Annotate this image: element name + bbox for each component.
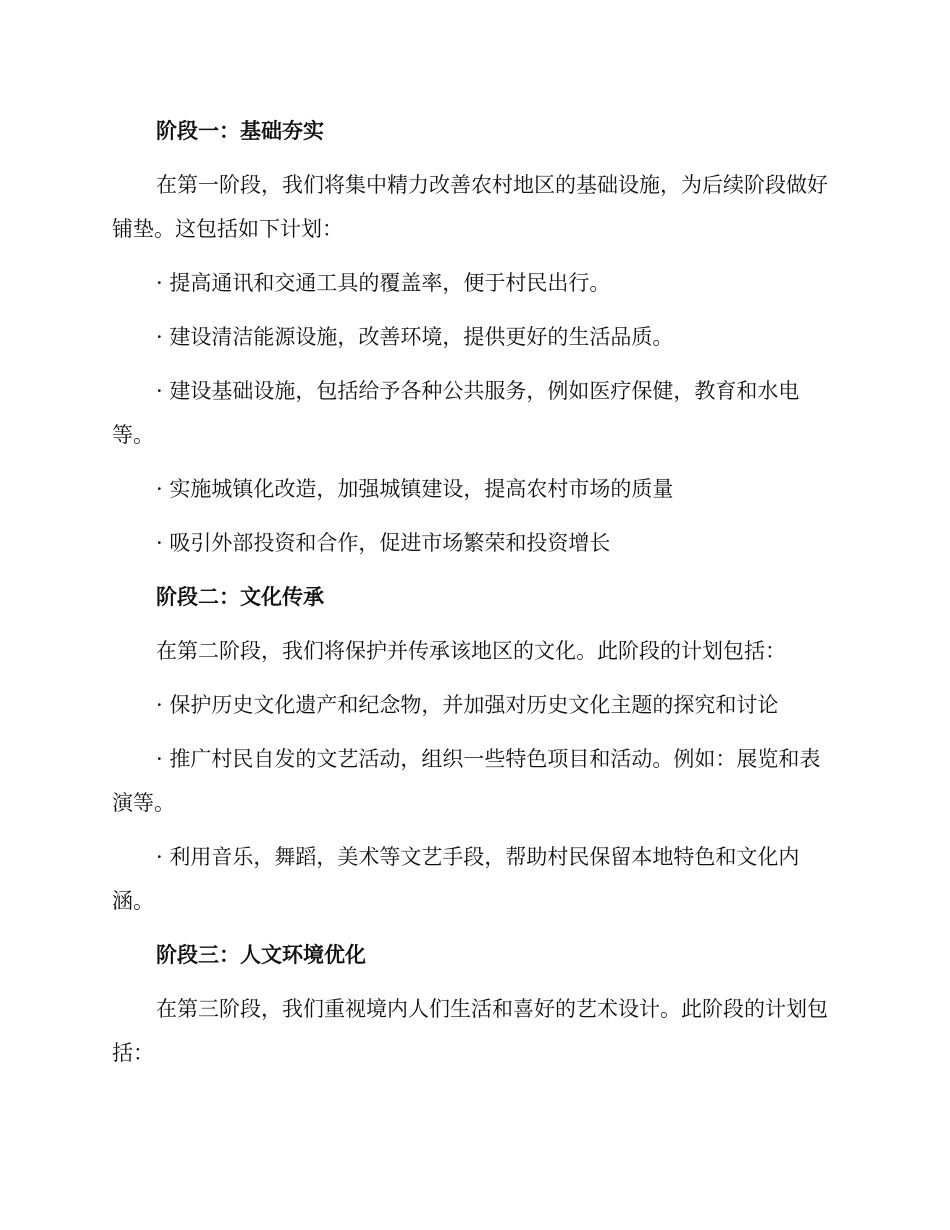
section-heading-3: 阶段三：人文环境优化	[156, 942, 366, 967]
bullet-item: · 利用音乐，舞蹈，美术等文艺手段，帮助村民保留本地特色和文化内涵。	[112, 845, 800, 913]
bullet-item: · 推广村民自发的文艺活动，组织一些特色项目和活动。例如：展览和表演等。	[112, 747, 821, 815]
bullet-item: · 提高通讯和交通工具的覆盖率，便于村民出行。	[156, 271, 611, 295]
section-heading-1: 阶段一：基础夯实	[156, 118, 324, 143]
document-body	[112, 109, 832, 1085]
body-paragraph: 在第三阶段，我们重视境内人们生活和喜好的艺术设计。此阶段的计划包括：	[112, 997, 828, 1065]
bullet-item: · 建设清洁能源设施，改善环境，提供更好的生活品质。	[156, 325, 674, 349]
section-heading-2: 阶段二：文化传承	[156, 584, 324, 609]
bullet-item: · 建设基础设施，包括给予各种公共服务，例如医疗保健，教育和水电等。	[112, 379, 800, 447]
body-paragraph: 在第二阶段，我们将保护并传承该地区的文化。此阶段的计划包括：	[156, 639, 786, 663]
body-paragraph: 在第一阶段，我们将集中精力改善农村地区的基础设施，为后续阶段做好铺垫。这包括如下计划：	[112, 173, 828, 241]
bullet-item: · 实施城镇化改造，加强城镇建设，提高农村市场的质量	[156, 477, 674, 501]
bullet-item: · 吸引外部投资和合作，促进市场繁荣和投资增长	[156, 531, 611, 555]
bullet-item: · 保护历史文化遗产和纪念物，并加强对历史文化主题的探究和讨论	[156, 693, 779, 717]
